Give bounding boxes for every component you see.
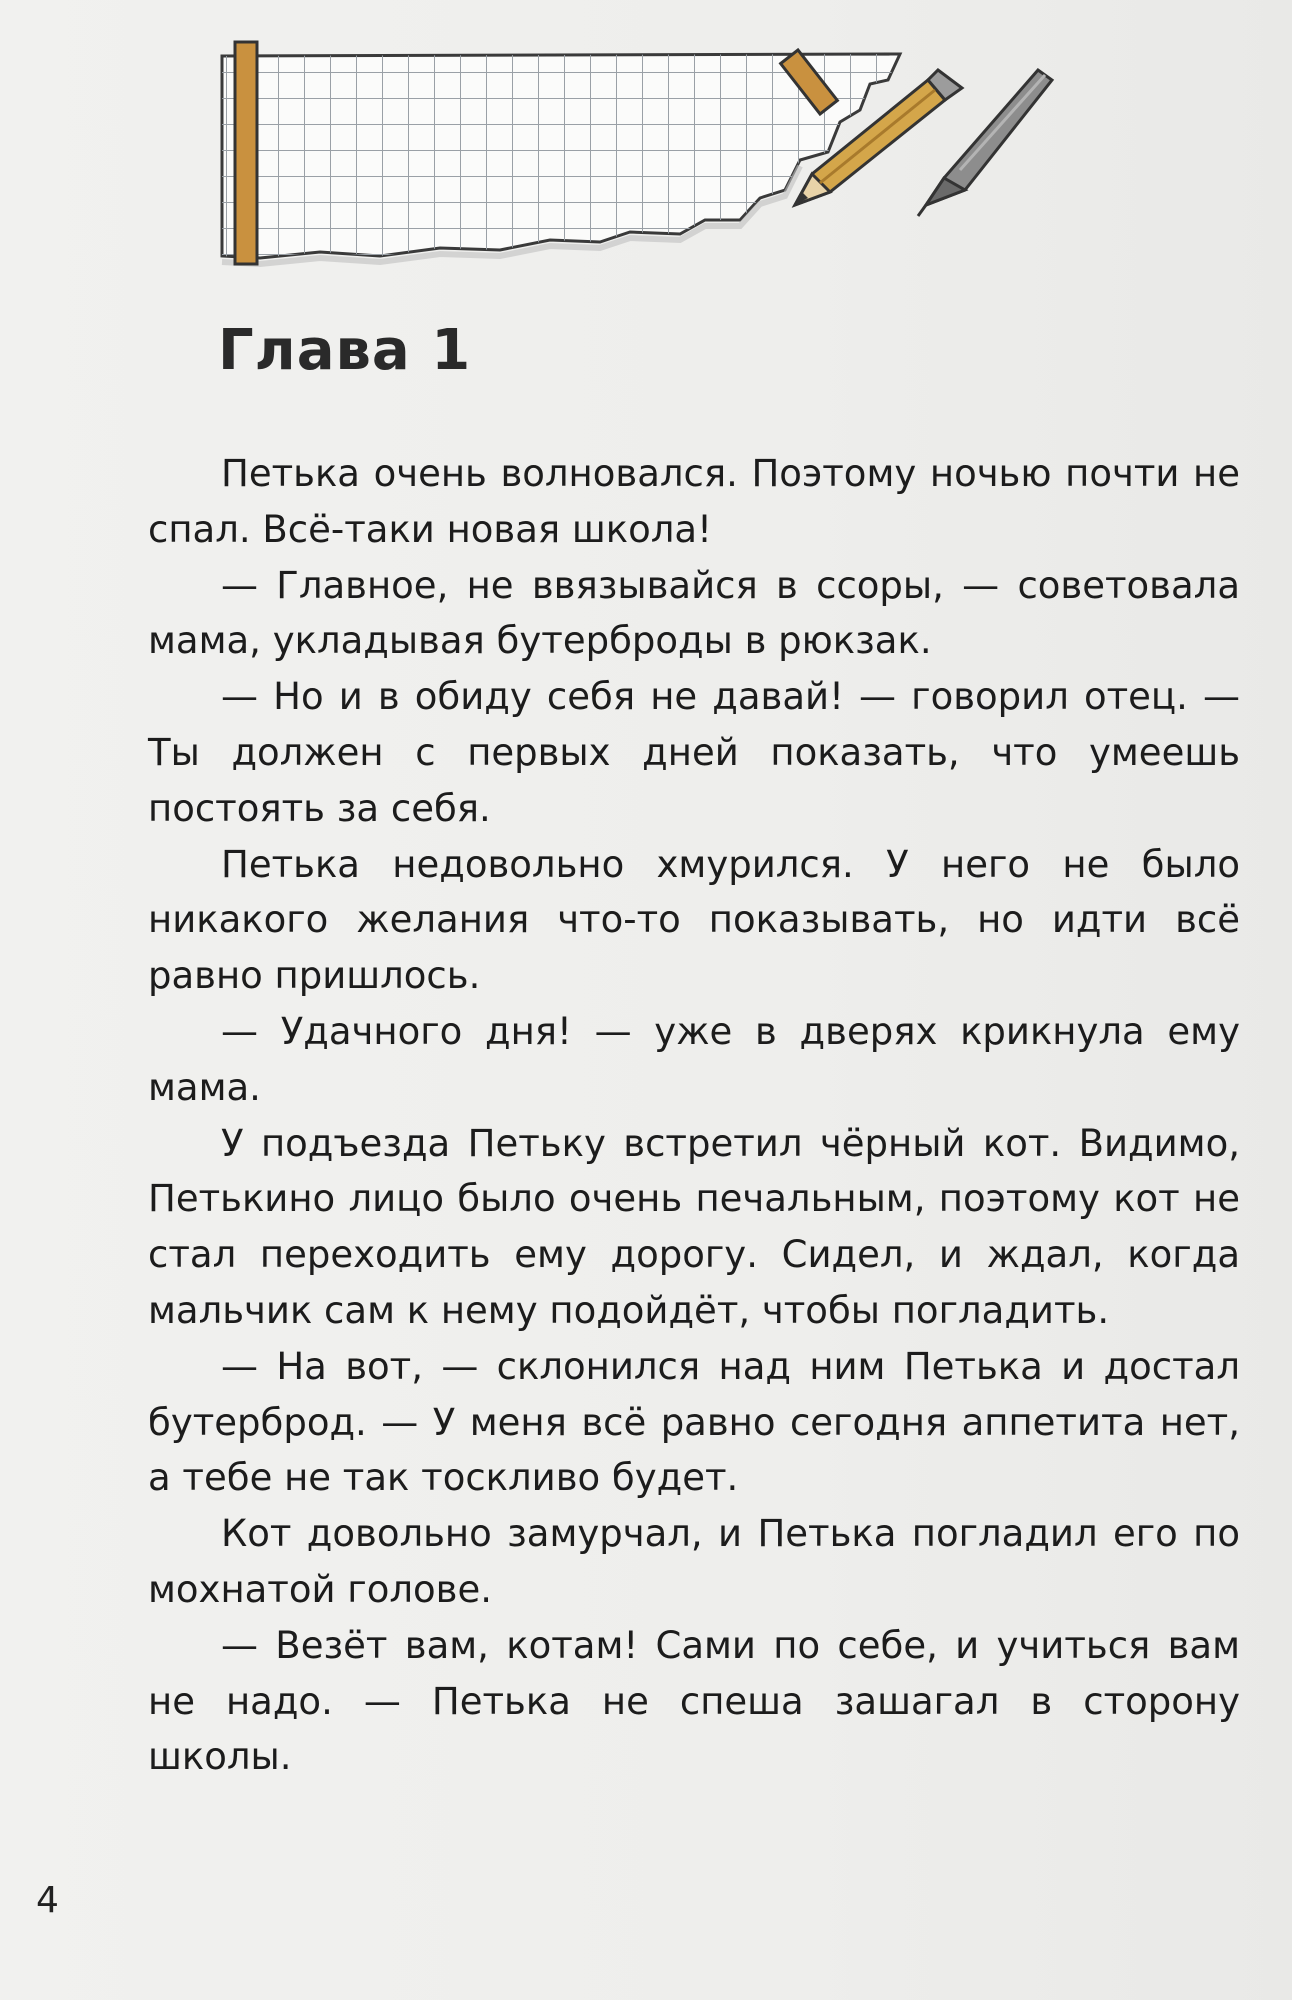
paragraph: Петька очень волновался. Поэтому ночью почти не спал. Всё-таки новая школа!: [148, 452, 1240, 551]
paragraph: Кот довольно замурчал, и Петька погладил его по мохнатой голове.: [148, 1512, 1240, 1611]
page-number: 4: [36, 1880, 59, 1921]
tape-strip-icon: [235, 42, 257, 264]
paragraph: — Главное, не ввязывайся в ссоры, — советовала мама, укладывая бутерброды в рюкзак.: [148, 563, 1240, 663]
paragraph: — На вот, — склонился над ним Петька и достал бутерброд. — У меня всё равно сегодня аппетита нет, а тебе не так тоскливо будет.: [148, 1344, 1240, 1500]
paragraph: Петька недовольно хмурился. У него не было никакого желания что-то показывать, но идти всё равно пришлось.: [148, 842, 1240, 998]
chapter-text: [148, 446, 1240, 1785]
paragraph: — Но и в обиду себя не давай! — говорил отец. — Ты должен с первых дней показать, что умеешь постоять за себя.: [148, 675, 1240, 830]
paragraph: У подъезда Петьку встретил чёрный кот. Видимо, Петькино лицо было очень печальным, поэтому кот не стал переходить ему дорогу. Сидел, и ждал, когда мальчик сам к нему подойдёт, чтобы погладить.: [148, 1121, 1240, 1332]
chapter-illustration: [200, 20, 1100, 280]
chapter-title: Глава 1: [218, 318, 472, 383]
paragraph: — Удачного дня! — уже в дверях крикнула ему мама.: [148, 1009, 1240, 1109]
paragraph: — Везёт вам, котам! Сами по себе, и учиться вам не надо. — Петька не спеша зашагал в сторону школы.: [148, 1623, 1240, 1779]
